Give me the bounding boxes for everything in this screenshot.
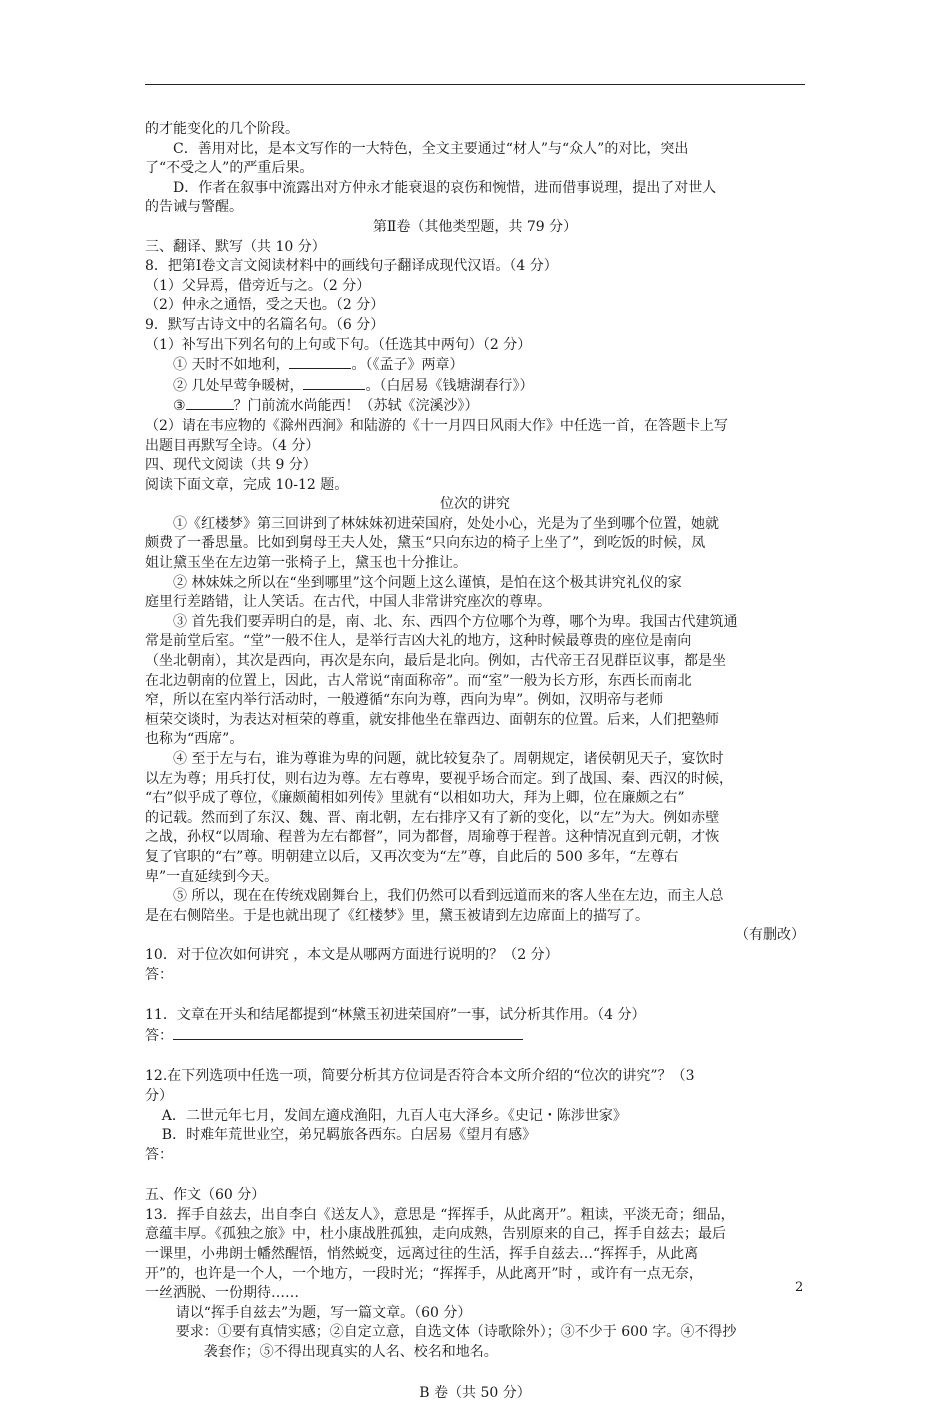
line-text: （坐北朝南），其次是西向，再次是东向，最后是北向。例如，古代帝王召见群臣议事，都是坐 [145, 653, 726, 670]
text-line [145, 296, 805, 316]
line-text: 一课里，小弗朗士幡然醒悟，悄然蜕变，远离过往的生活，挥手自兹去…“挥挥手，从此离 [145, 1246, 699, 1263]
line-text: 袭套作；⑤不得出现真实的人名、校名和地名。 [203, 1344, 498, 1361]
fill-in-blank[interactable] [289, 355, 351, 369]
text-line [145, 336, 805, 356]
line-text: 一丝洒脱、一份期待…… [145, 1285, 299, 1302]
line-text: 在北边朝南的位置上，因此，古人常说“南面称帝”。而“室”一般为长方形，东西长而南北 [145, 672, 692, 689]
line-text: 常是前堂后室。“堂”一般不住人，是举行吉凶大礼的地方，这种时候最尊贵的座位是南向 [145, 633, 692, 650]
text-line [145, 1245, 805, 1265]
text-line [145, 1384, 805, 1403]
line-text: （有删改） [735, 927, 805, 944]
text-line [145, 789, 805, 809]
line-text: 第Ⅱ卷（其他类型题，共 79 分） [372, 218, 578, 235]
document-body [145, 120, 805, 1403]
text-line [145, 437, 805, 457]
text-line [145, 159, 805, 179]
line-text: ② 几处早莺争暖树， [173, 377, 304, 394]
line-text: 13．挥手自兹去，出自李白《送友人》，意思是 “挥挥手，从此离开”。粗读，平淡无奇；细品， [145, 1206, 735, 1223]
line-text: A．二世元年七月，发闾左適戍渔阳，九百人屯大泽乡。《史记・陈涉世家》 [161, 1107, 627, 1124]
text-line [145, 1006, 805, 1026]
line-text: 三、翻译、默写（共 10 分） [145, 238, 326, 255]
line-text: 是在右侧陪坐。于是也就出现了《红楼梦》里，黛玉被请到左边席面上的描写了。 [145, 907, 649, 924]
line-text-after-blank: 。（白居易《钱塘湖春行》） [365, 377, 534, 394]
text-line [145, 750, 805, 770]
text-line [145, 1186, 805, 1206]
text-line [145, 848, 805, 868]
text-line [145, 179, 805, 199]
text-line [145, 396, 805, 417]
text-line [145, 1026, 805, 1047]
text-line [145, 907, 805, 927]
blank-space [145, 1165, 805, 1186]
text-line [145, 515, 805, 535]
text-line [145, 140, 805, 160]
line-text: ⑤ 所以，现在在传统戏剧舞台上，我们仍然可以看到远道而来的客人坐在左边，而主人总 [173, 888, 724, 905]
text-line [145, 257, 805, 277]
line-text: ② 林妹妹之所以在“坐到哪里”这个问题上这么谨慎，是怕在这个极其讲究礼仪的家 [173, 574, 682, 591]
text-line [145, 887, 805, 907]
text-line [145, 1146, 805, 1166]
line-text: 桓荣交谈时，为表达对桓荣的尊重，就安排他坐在靠西边、面朝东的位置。后来，人们把塾师 [145, 711, 719, 728]
line-text: 以左为尊；用兵打仗，则右边为尊。左右尊卑，要视乎场合而定。到了战国、秦、西汉的时候， [145, 770, 733, 787]
line-text: 答： [145, 1027, 173, 1044]
line-text: 请以“挥手自兹去”为题，写一篇文章。（60 分） [175, 1304, 472, 1321]
text-line [145, 1206, 805, 1226]
line-text: 12.在下列选项中任选一项，简要分析其方位词是否符合本文所介绍的“位次的讲究”？（3 [145, 1068, 695, 1085]
line-text: 的才能变化的几个阶段。 [145, 121, 299, 137]
line-text-after-blank: ？门前流水尚能西！（苏轼《浣溪沙》） [233, 398, 479, 415]
line-text: 10．对于位次如何讲究 ，本文是从哪两方面进行说明的？（2 分） [145, 946, 559, 963]
line-text: ③ 首先我们要弄明白的是，南、北、东、西四个方位哪个为尊，哪个为卑。我国古代建筑通 [173, 613, 738, 630]
text-line [145, 946, 805, 966]
line-text: “右”似乎成了尊位，《廉颇蔺相如列传》里就有“以相如功大，拜为上卿，位在廉颇之右” [145, 790, 685, 807]
header-rule [145, 84, 805, 85]
text-line [145, 1107, 805, 1127]
text-line [145, 809, 805, 829]
text-line [145, 613, 805, 633]
line-text: （2）仲永之通悟，受之天也。（2 分） [145, 297, 385, 314]
text-line [145, 632, 805, 652]
text-line [145, 1087, 805, 1107]
line-text: 答： [145, 1146, 173, 1163]
text-line [145, 198, 805, 218]
text-line [145, 966, 805, 986]
line-text: 阅读下面文章，完成 10-12 题。 [145, 476, 349, 493]
text-line [145, 1304, 805, 1324]
text-line [145, 926, 805, 946]
line-text: 9．默写古诗文中的名篇名句。（6 分） [145, 316, 385, 333]
line-text: 了“不受之人”的严重后果。 [145, 160, 314, 177]
text-line [145, 495, 805, 515]
text-line [145, 316, 805, 336]
text-line [145, 1323, 805, 1343]
line-text: 开”的，也许是一个人，一个地方，一段时光；“挥挥手，从此离开”时 ，或许有一点无奈， [145, 1265, 703, 1282]
line-text: 要求：①要有真情实感；②自定立意，自选文体（诗歌除外）；③不少于 600 字。④不得抄 [175, 1324, 737, 1341]
line-text: 五、作文（60 分） [145, 1187, 266, 1204]
text-line [145, 574, 805, 594]
text-line [145, 1067, 805, 1087]
line-text-after-blank: 。（《孟子》两章） [351, 357, 464, 374]
line-text: （1）补写出下列名句的上句或下句。（任选其中两句）（2 分） [145, 336, 532, 353]
line-text: C．善用对比，是本文写作的一大特色，全文主要通过“材人”与“众人”的对比，突出 [173, 140, 689, 157]
text-line [145, 868, 805, 888]
line-text: D．作者在叙事中流露出对方仲永才能衰退的哀伤和惋惜，进而借事说理，提出了对世人 [173, 179, 717, 196]
line-text: B．时难年荒世业空，弟兄羁旅各西东。白居易《望月有感》 [161, 1127, 537, 1144]
text-line [145, 691, 805, 711]
line-text: 出题目再默写全诗。（4 分） [145, 437, 320, 454]
text-line [145, 1265, 805, 1285]
line-text: ① 天时不如地利， [173, 357, 290, 374]
text-line [145, 1225, 805, 1245]
text-line [145, 120, 805, 140]
text-line [145, 534, 805, 554]
text-line [145, 218, 805, 238]
line-text: 颇费了一番思量。比如到舅母王夫人处，黛玉“只向东边的椅子上坐了”，到吃饭的时候，凤 [145, 535, 706, 552]
text-line [145, 593, 805, 613]
fill-in-blank[interactable] [186, 396, 234, 410]
line-text: ④ 至于左与右，谁为尊谁为卑的问题，就比较复杂了。周朝规定，诸侯朝见天子，宴饮时 [173, 751, 724, 767]
line-text: 的记载。然而到了东汉、魏、晋、南北朝，左右排序又有了新的变化，以“左”为大。例如赤壁 [145, 809, 720, 826]
text-line [145, 376, 805, 397]
line-text: 庭里行差踏错，让人笑话。在古代，中国人非常讲究座次的尊卑。 [145, 594, 551, 611]
page-number: 2 [795, 1280, 804, 1295]
line-text: 之战，孙权“以周瑜、程普为左右都督”，同为都督，周瑜尊于程普。这种情况直到元朝，才恢 [145, 829, 720, 846]
line-text: （2）请在韦应物的《滁州西涧》和陆游的《十一月四日风雨大作》中任选一首，在答题卡上写 [145, 417, 728, 434]
text-line [145, 1284, 805, 1304]
line-text: ①《红楼梦》第三回讲到了林妹妹初进荣国府，处处小心，光是为了坐到哪个位置，她就 [173, 515, 719, 532]
line-text: 分） [145, 1087, 173, 1104]
line-text: ③ [173, 398, 186, 415]
text-line [145, 476, 805, 496]
fill-in-blank[interactable] [303, 376, 365, 390]
blank-space [145, 1046, 805, 1067]
line-text: 复了官职的“右”尊。明朝建立以后，又再次变为“左”尊，自此后的 500 多年，“左尊右 [145, 848, 679, 865]
text-line [145, 238, 805, 258]
line-text: 姐让黛玉坐在左边第一张椅子上，黛玉也十分推让。 [145, 555, 467, 572]
text-line [145, 554, 805, 574]
line-text: （1）父异焉，借旁近与之。（2 分） [145, 277, 371, 294]
blank-space [145, 1363, 805, 1384]
text-line [145, 1343, 805, 1363]
line-text: 窄，所以在室内举行活动时，一般遵循“东向为尊，西向为卑”。例如，汉明帝与老师 [145, 692, 664, 709]
line-text: 也称为“西席”。 [145, 731, 244, 748]
text-line [145, 277, 805, 297]
answer-line[interactable] [173, 1026, 523, 1040]
text-line [145, 652, 805, 672]
line-text: 8．把第Ⅰ卷文言文阅读材料中的画线句子翻译成现代汉语。（4 分） [145, 258, 558, 275]
text-line [145, 1126, 805, 1146]
blank-space [145, 985, 805, 1006]
line-text: 的告诫与警醒。 [145, 199, 243, 216]
text-line [145, 456, 805, 476]
line-text: 卑”一直延续到今天。 [145, 868, 279, 885]
line-text: 四、现代文阅读（共 9 分） [145, 457, 317, 474]
text-line [145, 770, 805, 790]
line-text: 11．文章在开头和结尾都提到“林黛玉初进荣国府”一事，试分析其作用。（4 分） [145, 1007, 646, 1024]
line-text: 意蕴丰厚。《孤独之旅》中，杜小康战胜孤独，走向成熟，告别原来的自己，挥手自兹去；最后 [145, 1226, 726, 1243]
line-text: 答： [145, 966, 173, 983]
text-line [145, 711, 805, 731]
text-line [145, 417, 805, 437]
text-line [145, 672, 805, 692]
text-line [145, 355, 805, 376]
line-text: B 卷（共 50 分） [419, 1384, 531, 1401]
line-text: 位次的讲究 [440, 496, 510, 513]
text-line [145, 730, 805, 750]
text-line [145, 828, 805, 848]
